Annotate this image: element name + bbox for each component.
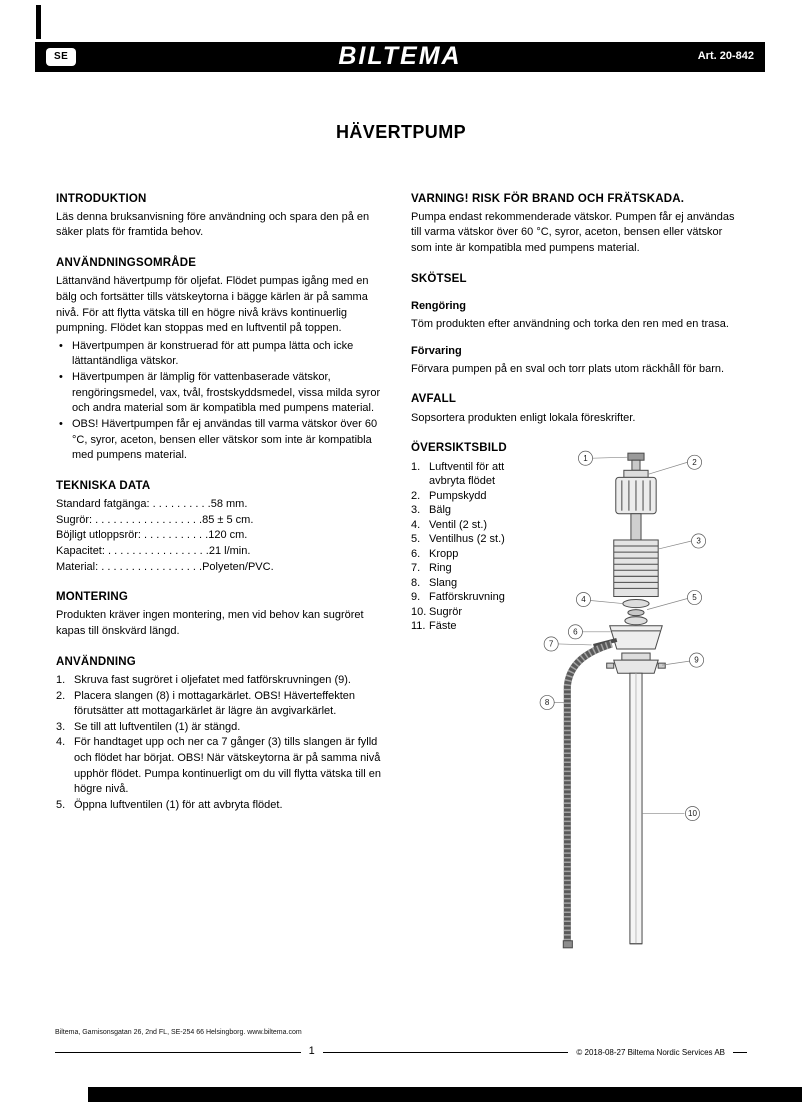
callout-leader xyxy=(591,600,623,603)
part-item xyxy=(411,619,529,634)
page-footer xyxy=(55,1028,747,1060)
tech-data-row: Material: . . . . . . . . . . . . . . . . .Polyeten/PVC. xyxy=(56,560,274,573)
section-anvandningsomrade xyxy=(56,255,391,464)
copyright-text: © 2018-08-27 Biltema Nordic Services AB xyxy=(576,1047,726,1057)
part-label: Ring xyxy=(429,562,452,575)
part-number: 3. xyxy=(411,504,421,517)
bullet-marker: • xyxy=(59,339,63,352)
parts-list xyxy=(411,460,529,634)
pump-shield-part xyxy=(616,470,656,540)
part-item xyxy=(411,590,529,605)
page-number-line xyxy=(55,1044,747,1060)
valve-discs-part xyxy=(623,599,649,624)
hose-part xyxy=(563,644,611,948)
part-number: 1. xyxy=(411,460,421,473)
rule-right xyxy=(733,1052,747,1053)
usage-steps-list xyxy=(56,673,391,813)
heading-avfall: AVFALL xyxy=(411,393,457,406)
part-number: 6. xyxy=(411,547,421,560)
tech-data-row: Sugrör: . . . . . . . . . . . . . . . . . .85 ± 5 cm. xyxy=(56,513,254,526)
step-item xyxy=(56,720,391,736)
article-number: Art. 20-842 xyxy=(697,50,754,63)
registration-mark xyxy=(36,5,41,39)
step-number: 3. xyxy=(56,720,66,733)
part-label: Luftventil för att avbryta flödet xyxy=(429,460,505,488)
section-varning xyxy=(411,191,746,257)
part-label: Sugrör xyxy=(429,605,463,618)
tech-data-row: Standard fatgänga: . . . . . . . . . .58 mm. xyxy=(56,498,248,511)
anvandningsomrade-body: Lättanvänd hävertpump för oljefat. Flödet pumpas igång med en bälg och fortsätter tills vätskeytorna i bägge kärlen är på samma nivå. För att flytta vätska till en högre nivå krävs kontinuerlig pumpning. Flödet kan stoppas med en luftventil på toppen. xyxy=(56,275,369,335)
part-item xyxy=(411,605,529,620)
part-label: Pumpskydd xyxy=(429,489,487,502)
part-label: Fäste xyxy=(429,620,457,633)
bullet-marker: • xyxy=(59,417,63,430)
callout-number: 2 xyxy=(692,457,697,467)
column-right xyxy=(411,191,746,955)
callout-leader xyxy=(648,462,687,474)
air-valve-part xyxy=(628,453,644,470)
section-anvandning xyxy=(56,654,391,814)
part-item xyxy=(411,547,529,562)
footer-address: Biltema, Garnisonsgatan 26, 2nd FL, SE-254 66 Helsingborg. www.biltema.com xyxy=(55,1029,302,1037)
step-text: Skruva fast sugröret i oljefatet med fatförskruvningen (9). xyxy=(74,673,351,686)
callout-number: 10 xyxy=(688,808,697,818)
step-text: För handtaget upp och ner ca 7 gånger (3) tills slangen är fylld och flödet har börjat. OBS! När vätskeytorna är på samma nivå upphör flödet. Pumpa kontinuerligt om du vill flytta vätska till en högre nivå. xyxy=(74,736,381,796)
overview-area xyxy=(411,453,746,955)
heading-forvaring: Förvaring xyxy=(411,345,462,358)
content-columns xyxy=(0,191,802,955)
callout-3 xyxy=(658,534,705,549)
callout-number: 3 xyxy=(696,536,701,546)
step-number: 4. xyxy=(56,736,66,749)
bullet-text: Hävertpumpen är lämplig för vattenbaserade vätskor, rengöringsmedel, vax, tvål, frostskyddsmedel, vissa milda syror och andra material som är kompatibla med pumpens material. xyxy=(72,371,381,415)
forvaring-body: Förvara pumpen på en sval och torr plats utom räckhåll för barn. xyxy=(411,362,725,375)
part-number: 7. xyxy=(411,562,421,575)
heading-introduktion: INTRODUKTION xyxy=(56,192,147,205)
part-number: 9. xyxy=(411,591,421,604)
heading-tekniska-data: TEKNISKA DATA xyxy=(56,479,151,492)
step-number: 1. xyxy=(56,673,66,686)
page-number: 1 xyxy=(308,1045,315,1058)
tech-data-row: Böjligt utloppsrör: . . . . . . . . . . .120 cm. xyxy=(56,529,248,542)
tech-data-row: Kapacitet: . . . . . . . . . . . . . . . . .21 l/min. xyxy=(56,544,251,557)
column-left xyxy=(56,191,391,955)
part-label: Bälg xyxy=(429,504,452,517)
bullet-text: Hävertpumpen är konstruerad för att pumpa lätta och icke lättantändliga vätskor. xyxy=(72,339,354,368)
part-number: 8. xyxy=(411,576,421,589)
heading-rengoring: Rengöring xyxy=(411,300,466,313)
part-item xyxy=(411,503,529,518)
part-number: 5. xyxy=(411,533,421,546)
part-number: 2. xyxy=(411,489,421,502)
callout-leader xyxy=(662,661,689,665)
bellows-part xyxy=(614,540,658,597)
section-skotsel xyxy=(411,271,746,378)
step-item xyxy=(56,798,391,814)
callout-number: 5 xyxy=(692,592,697,602)
rule-left xyxy=(55,1052,301,1053)
callout-number: 8 xyxy=(544,697,550,707)
section-avfall xyxy=(411,391,746,426)
montering-body: Produkten kräver ingen montering, men vid behov kan sugröret kapas till önskvärd längd. xyxy=(56,609,364,638)
part-label: Slang xyxy=(429,576,458,589)
page-title: HÄVERTPUMP xyxy=(335,122,466,142)
varning-body: Pumpa endast rekommenderade vätskor. Pumpen får ej användas till varma vätskor över 60 °C, syror, aceton, bensen eller vätskor som inte är kompatibla med pumpens material. xyxy=(411,210,735,255)
part-item xyxy=(411,489,529,504)
part-item xyxy=(411,518,529,533)
section-oversiktsbild xyxy=(411,440,746,954)
bottom-black-bar xyxy=(88,1087,802,1102)
callout-leader xyxy=(593,457,628,458)
top-bar xyxy=(35,42,765,72)
heading-oversiktsbild: ÖVERSIKTSBILD xyxy=(411,442,507,455)
rengoring-body: Töm produkten efter användning och torka den ren med en trasa. xyxy=(411,317,729,330)
callout-number: 1 xyxy=(583,453,588,463)
rule-mid xyxy=(323,1052,569,1053)
bullet-item xyxy=(59,417,391,464)
introduktion-body: Läs denna bruksanvisning före användning och spara den på en säker plats för framtida behov. xyxy=(56,210,370,239)
heading-skotsel: SKÖTSEL xyxy=(411,272,467,285)
callout-10 xyxy=(642,806,700,820)
part-item xyxy=(411,532,529,547)
callout-number: 4 xyxy=(581,594,586,604)
step-item xyxy=(56,689,391,720)
language-badge: SE xyxy=(46,48,76,66)
callout-leader xyxy=(558,644,591,645)
bullet-item xyxy=(59,370,391,417)
heading-varning: VARNING! RISK FÖR BRAND OCH FRÄTSKADA. xyxy=(411,192,685,205)
part-label: Ventil (2 st.) xyxy=(429,518,488,531)
part-label: Ventilhus (2 st.) xyxy=(429,533,505,546)
heading-montering: MONTERING xyxy=(56,591,129,604)
part-number: 10. xyxy=(411,605,427,618)
section-introduktion xyxy=(56,191,391,242)
heading-anvandningsomrade: ANVÄNDNINGSOMRÅDE xyxy=(56,257,197,270)
step-text: Se till att luftventilen (1) är stängd. xyxy=(74,720,241,733)
callout-leader xyxy=(658,541,691,549)
step-item xyxy=(56,673,391,689)
callout-number: 6 xyxy=(573,627,578,637)
bullet-text: OBS! Hävertpumpen får ej användas till varma vätskor över 60 °C, syror, aceton, bensen eller vätskor som inte är kompatibla med pumpens material. xyxy=(72,417,378,462)
callout-number: 7 xyxy=(548,639,554,649)
callout-7 xyxy=(544,637,591,651)
callout-2 xyxy=(648,455,702,474)
callout-8 xyxy=(540,695,564,709)
heading-anvandning: ANVÄNDNING xyxy=(56,655,136,668)
part-label: Fatförskruvning xyxy=(429,591,505,604)
part-item xyxy=(411,561,529,576)
barrel-screw-part xyxy=(607,653,666,673)
step-number: 5. xyxy=(56,798,66,811)
part-number: 11. xyxy=(411,620,426,633)
step-item xyxy=(56,735,391,797)
part-item xyxy=(411,576,529,591)
avfall-body: Sopsortera produkten enligt lokala föreskrifter. xyxy=(411,411,636,424)
callout-6 xyxy=(568,625,610,639)
bullet-marker: • xyxy=(59,371,63,384)
callout-1 xyxy=(578,451,627,465)
section-montering xyxy=(56,589,391,640)
part-label: Kropp xyxy=(429,547,459,560)
bullet-item xyxy=(59,339,391,370)
section-tekniska-data xyxy=(56,478,391,575)
biltema-logo: BILTEMA xyxy=(338,42,462,71)
step-text: Öppna luftventilen (1) för att avbryta flödet. xyxy=(74,798,283,811)
step-number: 2. xyxy=(56,689,66,702)
pump-diagram xyxy=(533,450,745,955)
part-number: 4. xyxy=(411,518,421,531)
part-item xyxy=(411,460,529,489)
callout-number: 9 xyxy=(694,655,699,665)
callout-9 xyxy=(662,653,703,667)
callout-leader xyxy=(647,598,687,609)
usage-bullet-list xyxy=(56,339,391,464)
suction-tube-part xyxy=(630,673,642,944)
step-text: Placera slangen (8) i mottagarkärlet. OBS! Häverteffekten förutsätter att mottagarkärlet är lägre än avgivarkärlet. xyxy=(74,689,356,718)
